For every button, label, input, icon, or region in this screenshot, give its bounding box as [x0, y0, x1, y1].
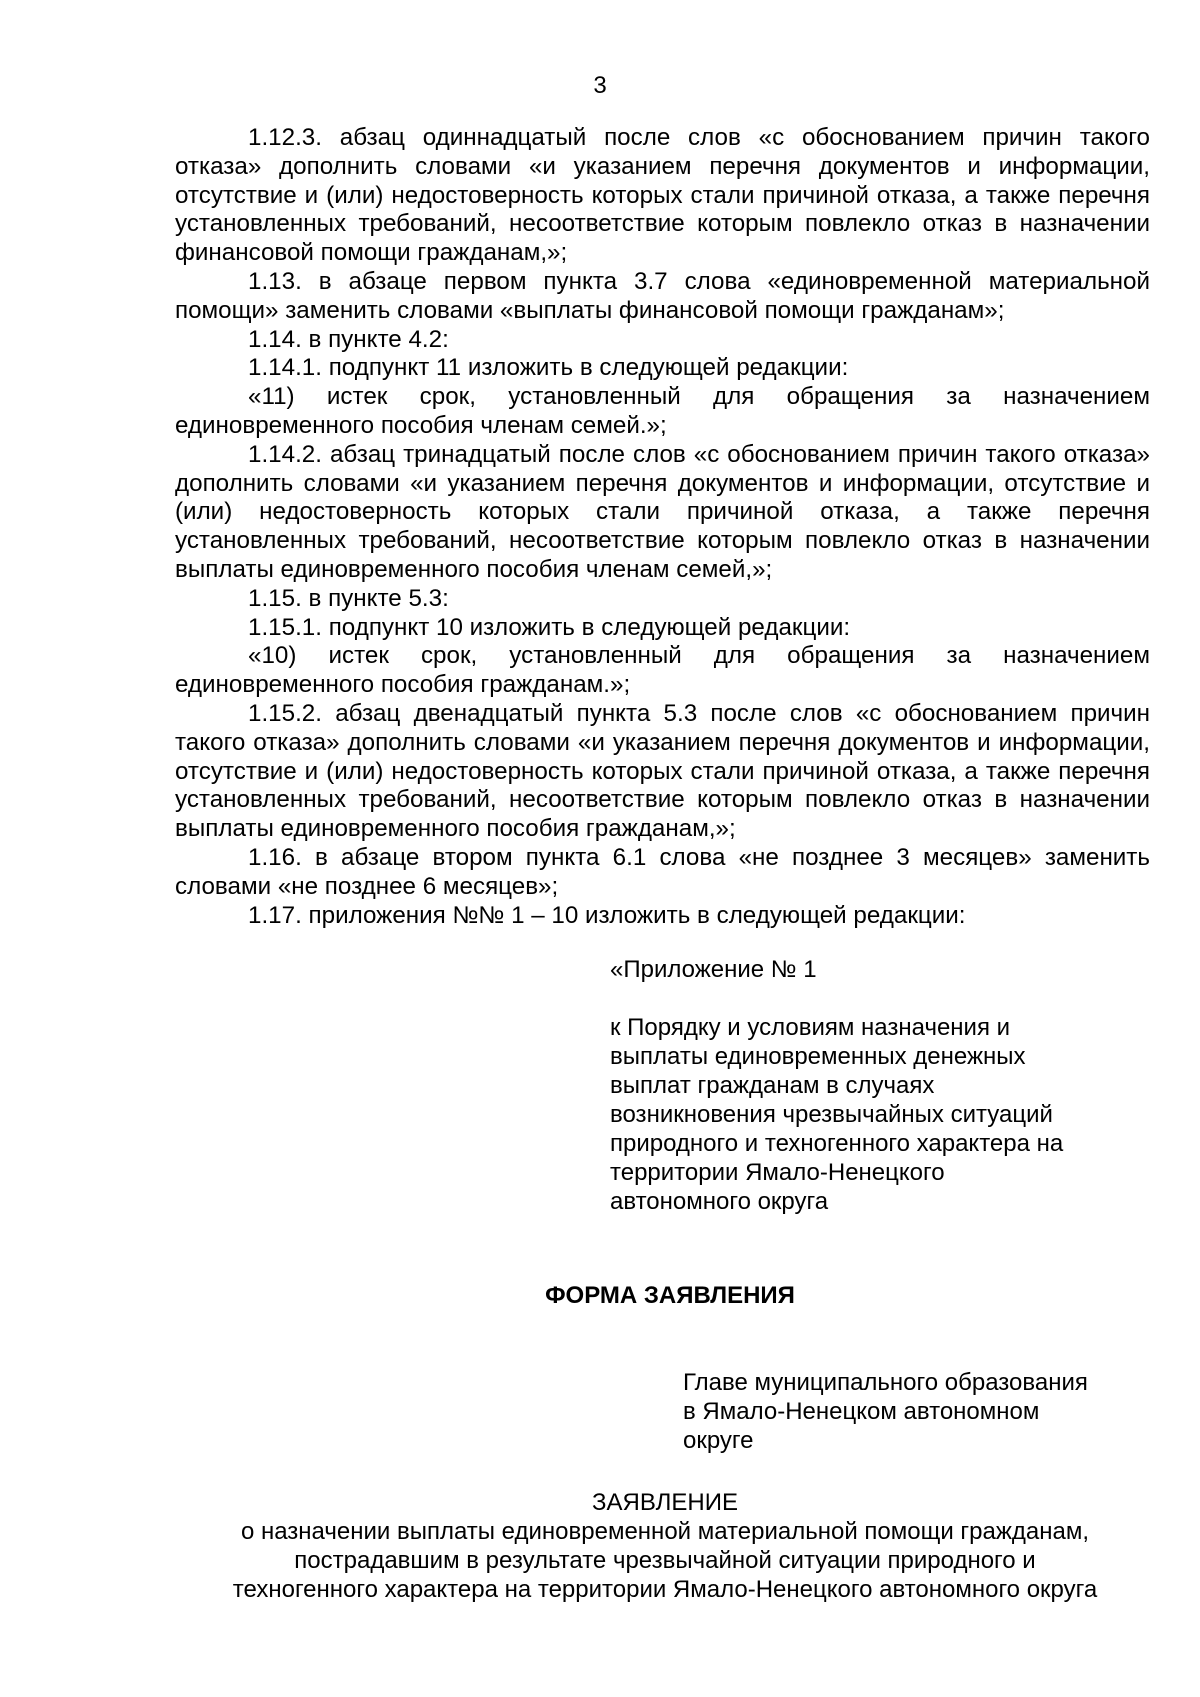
- paragraph-1-14-1: 1.14.1. подпункт 11 изложить в следующей редакции:: [248, 354, 849, 382]
- addressee-line: Главе муниципального образования: [683, 1369, 1088, 1396]
- paragraph-subitem-11: «11) истек срок, установленный для обращения за назначением единовременного пособия членам семей.»;: [175, 383, 1150, 439]
- addressee-line: округе: [683, 1427, 754, 1454]
- addressee-line: в Ямало-Ненецком автономном: [683, 1398, 1040, 1425]
- statement-description-line: о назначении выплаты единовременной материальной помощи гражданам,: [240, 1518, 1090, 1545]
- form-title: ФОРМА ЗАЯВЛЕНИЯ: [545, 1282, 795, 1309]
- statement-description: [175, 1517, 1155, 1604]
- amendments-body: [175, 124, 1150, 930]
- appendix-line: выплаты единовременных денежных: [610, 1043, 1026, 1070]
- statement-description-line: пострадавшим в результате чрезвычайной ситуации природного и: [294, 1547, 1036, 1574]
- paragraph-1-14: 1.14. в пункте 4.2:: [248, 325, 449, 353]
- appendix-line: территории Ямало-Ненецкого: [610, 1159, 945, 1186]
- paragraph-1-15: 1.15. в пункте 5.3:: [248, 584, 449, 612]
- paragraph-1-13: 1.13. в абзаце первом пункта 3.7 слова «единовременной материальной помощи» заменить словами «выплаты финансовой помощи гражданам»;: [175, 267, 1150, 324]
- appendix-header: [610, 955, 1150, 1216]
- statement-description-line: техногенного характера на территории Ямало-Ненецкого автономного округа: [232, 1576, 1098, 1603]
- appendix-line: автономного округа: [610, 1188, 829, 1215]
- addressee-block: [683, 1368, 1163, 1455]
- paragraph-1-17: 1.17. приложения №№ 1 – 10 изложить в следующей редакции:: [248, 901, 966, 929]
- paragraph-1-14-2: 1.14.2. абзац тринадцатый после слов «с обоснованием причин такого отказа» дополнить словами «и указанием перечня документов и информации, отсутствие и (или) недостоверность которых стали причиной отказа, а также перечня установленных требований, несоответствие которым повлекло отказ в назначении выплаты единовременного пособия членам семей,»;: [175, 440, 1150, 583]
- appendix-line: природного и техногенного характера на: [610, 1130, 1064, 1157]
- appendix-line: возникновения чрезвычайных ситуаций: [610, 1101, 1053, 1128]
- appendix-title: «Приложение № 1: [610, 956, 817, 983]
- appendix-line: к Порядку и условиям назначения и: [610, 1014, 1011, 1041]
- paragraph-subitem-10: «10) истек срок, установленный для обращения за назначением единовременного пособия гражданам.»;: [175, 642, 1150, 699]
- paragraph-1-15-1: 1.15.1. подпункт 10 изложить в следующей редакции:: [248, 613, 851, 641]
- page-number: 3: [593, 72, 607, 99]
- paragraph-1-16: 1.16. в абзаце втором пункта 6.1 слова «не позднее 3 месяцев» заменить словами «не позднее 6 месяцев»;: [175, 843, 1150, 900]
- statement-title: ЗАЯВЛЕНИЕ: [592, 1489, 738, 1516]
- appendix-line: выплат гражданам в случаях: [610, 1072, 935, 1099]
- paragraph-1-12-3: 1.12.3. абзац одиннадцатый после слов «с обоснованием причин такого отказа» дополнить словами «и указанием перечня документов и информации, отсутствие и (или) недостоверность которых стали причиной отказа, а также перечня установленных требований, несоответствие которым повлекло отказ в назначении финансовой помощи гражданам,»;: [175, 124, 1150, 267]
- paragraph-1-15-2: 1.15.2. абзац двенадцатый пункта 5.3 после слов «с обоснованием причин такого отказа» дополнить словами «и указанием перечня документов и информации, отсутствие и (или) недостоверность которых стали причиной отказа, а также перечня установленных требований, несоответствие которым повлекло отказ в назначении выплаты единовременного пособия гражданам,»;: [175, 699, 1150, 843]
